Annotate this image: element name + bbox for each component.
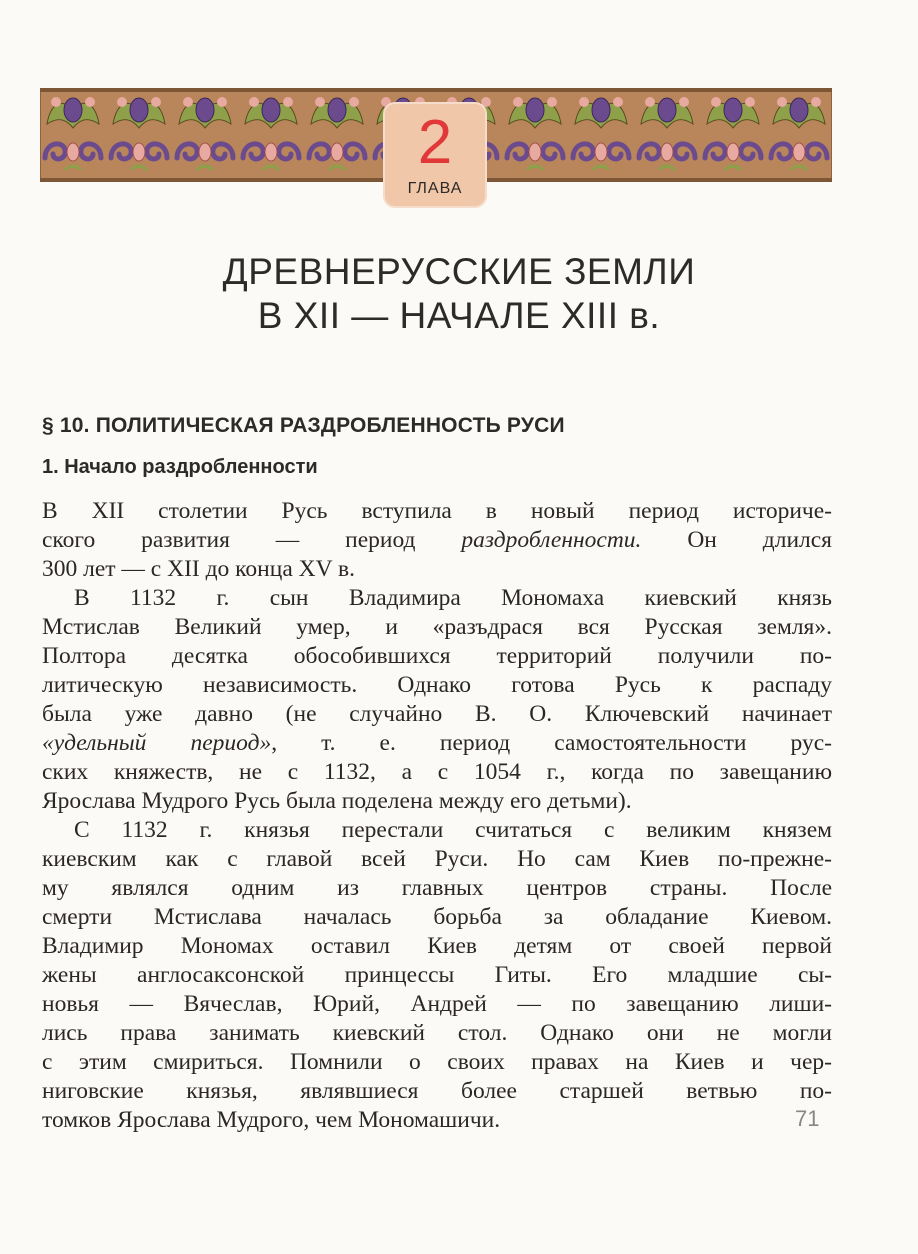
- ornament-bud: [658, 98, 676, 122]
- ornament-petal: [661, 143, 673, 161]
- ornament-dot: [547, 97, 557, 107]
- ornament-dot: [349, 97, 359, 107]
- text-line: [42, 613, 832, 642]
- ornament-petal: [595, 143, 607, 161]
- ornament-petal: [331, 143, 343, 161]
- text-line: [42, 1048, 832, 1077]
- text-line: [42, 903, 832, 932]
- ornament-swirl: [705, 144, 725, 159]
- ornament-bud: [130, 98, 148, 122]
- ornament-swirl: [807, 144, 827, 159]
- ornament-swirl: [45, 144, 65, 159]
- text-segment: ниговские князья, являвшиеся более старшей ветвью по-: [42, 1078, 832, 1104]
- ornament-dot: [645, 97, 655, 107]
- ornament-dot: [745, 97, 755, 107]
- ornament-swirl: [177, 144, 197, 159]
- ornament-bud: [790, 98, 808, 122]
- text-segment: Мстислав Великий умер, и «разъдрася вся Русская земля».: [42, 614, 832, 640]
- ornament-petal: [727, 143, 739, 161]
- chapter-title-line-2: В XII — НАЧАЛЕ XIII в.: [257, 295, 661, 336]
- ornament-dot: [811, 97, 821, 107]
- ornament-bud: [64, 98, 82, 122]
- ornament-dot: [513, 97, 523, 107]
- ornament-petal: [133, 143, 145, 161]
- ornament-arc: [197, 166, 213, 170]
- text-line: [42, 555, 832, 584]
- text-line: [42, 990, 832, 1019]
- text-line: [42, 526, 832, 555]
- emphasized-term: раздробленности.: [461, 527, 642, 553]
- ornament-bud: [262, 98, 280, 122]
- ornament-bud: [196, 98, 214, 122]
- ornament-swirl: [111, 144, 131, 159]
- ornament-arc: [593, 166, 609, 170]
- ornament-petal: [529, 143, 541, 161]
- ornament-dot: [579, 97, 589, 107]
- text-segment: жены англосаксонской принцессы Гиты. Его младшие сы-: [42, 962, 832, 988]
- ornament-dot: [151, 97, 161, 107]
- text-line: [42, 497, 832, 526]
- ornament-dot: [679, 97, 689, 107]
- text-segment: ского развития — период: [42, 527, 462, 553]
- body-text: [42, 497, 832, 1135]
- text-segment: смерти Мстислава началась борьба за обладание Киевом.: [42, 904, 832, 930]
- ornament-dot: [711, 97, 721, 107]
- text-segment: Ярослава Мудрого Русь была поделена между его детьми).: [42, 788, 632, 814]
- ornament-arc: [329, 166, 345, 170]
- ornament-swirl: [309, 144, 329, 159]
- ornament-bud: [328, 98, 346, 122]
- ornament-swirl: [213, 144, 233, 159]
- text-line: [42, 700, 832, 729]
- text-segment: лись права занимать киевский стол. Однако они не могли: [42, 1020, 832, 1046]
- text-segment: была уже давно (не случайно В. О. Ключевский начинает: [42, 701, 832, 727]
- banner-border-top: [40, 88, 832, 92]
- ornament-arc: [131, 166, 147, 170]
- ornament-swirl: [243, 144, 263, 159]
- ornament-swirl: [81, 144, 101, 159]
- text-segment: В XII столетии Русь вступила в новый период историче-: [42, 498, 832, 524]
- chapter-title-line-1: ДРЕВНЕРУССКИЕ ЗЕМЛИ: [222, 251, 696, 292]
- text-line: [42, 1106, 832, 1135]
- ornament-swirl: [639, 144, 659, 159]
- ornament-swirl: [543, 144, 563, 159]
- text-segment: С 1132 г. князья перестали считаться с великим князем: [74, 817, 832, 843]
- chapter-label: ГЛАВА: [407, 180, 463, 197]
- ornament-dot: [85, 97, 95, 107]
- text-segment: В 1132 г. сын Владимира Мономаха киевский князь: [74, 585, 832, 611]
- ornament-petal: [793, 143, 805, 161]
- ornament-dot: [117, 97, 127, 107]
- emphasized-term: «удельный период»: [42, 730, 272, 756]
- ornament-bud: [724, 98, 742, 122]
- ornament-dot: [217, 97, 227, 107]
- text-line: [42, 932, 832, 961]
- text-segment: киевским как с главой всей Руси. Но сам Киев по-прежне-: [42, 846, 832, 872]
- ornament-swirl: [573, 144, 593, 159]
- text-segment: литическую независимость. Однако готова Русь к распаду: [42, 672, 832, 698]
- ornament-dot: [481, 97, 491, 107]
- ornament-dot: [249, 97, 259, 107]
- text-line: [42, 874, 832, 903]
- text-segment: томков Ярослава Мудрого, чем Мономашичи.: [42, 1107, 501, 1133]
- ornament-bud: [592, 98, 610, 122]
- ornament-petal: [199, 143, 211, 161]
- text-line: [42, 671, 832, 700]
- text-segment: Владимир Мономах оставил Киев детям от своей первой: [42, 933, 832, 959]
- ornament-arc: [725, 166, 741, 170]
- text-line: [42, 642, 832, 671]
- ornament-arc: [659, 166, 675, 170]
- text-segment: новья — Вячеслав, Юрий, Андрей — по завещанию лиши-: [42, 991, 832, 1017]
- ornament-swirl: [147, 144, 167, 159]
- page-number: 71: [795, 1106, 820, 1131]
- ornament-swirl: [675, 144, 695, 159]
- chapter-badge: [385, 104, 485, 206]
- text-segment: Полтора десятка обособившихся территорий получили по-: [42, 643, 832, 669]
- section-heading: § 10. ПОЛИТИЧЕСКАЯ РАЗДРОБЛЕННОСТЬ РУСИ: [42, 414, 565, 437]
- ornament-bud: [526, 98, 544, 122]
- text-segment: му являлся одним из главных центров страны. После: [42, 875, 832, 901]
- text-segment: Он длился: [641, 527, 832, 553]
- text-segment: с этим смириться. Помнили о своих правах на Киев и чер-: [42, 1049, 832, 1075]
- ornament-dot: [51, 97, 61, 107]
- ornament-dot: [183, 97, 193, 107]
- ornament-petal: [265, 143, 277, 161]
- text-line: [42, 845, 832, 874]
- ornament-arc: [791, 166, 807, 170]
- text-line: [42, 584, 832, 613]
- ornament-swirl: [279, 144, 299, 159]
- text-segment: ских княжеств, не с 1132, а с 1054 г., когда по завещанию: [42, 759, 832, 785]
- ornament-arc: [527, 166, 543, 170]
- ornament-swirl: [609, 144, 629, 159]
- chapter-number: 2: [417, 108, 453, 177]
- text-line: [42, 787, 832, 816]
- ornament-swirl: [771, 144, 791, 159]
- ornament-swirl: [345, 144, 365, 159]
- ornament-dot: [613, 97, 623, 107]
- text-segment: 300 лет — с XII до конца XV в.: [42, 556, 355, 582]
- text-line: [42, 1077, 832, 1106]
- ornament-dot: [283, 97, 293, 107]
- ornament-dot: [315, 97, 325, 107]
- ornament-arc: [263, 166, 279, 170]
- text-line: [42, 758, 832, 787]
- ornament-petal: [67, 143, 79, 161]
- subsection-heading: 1. Начало раздробленности: [42, 456, 318, 478]
- ornament-swirl: [507, 144, 527, 159]
- text-segment: , т. е. период самостоятельности рус-: [271, 730, 832, 756]
- chapter-title: [0, 250, 918, 338]
- text-line: [42, 729, 832, 758]
- text-line: [42, 816, 832, 845]
- ornament-arc: [65, 166, 81, 170]
- text-line: [42, 961, 832, 990]
- ornament-dot: [777, 97, 787, 107]
- text-line: [42, 1019, 832, 1048]
- ornament-swirl: [741, 144, 761, 159]
